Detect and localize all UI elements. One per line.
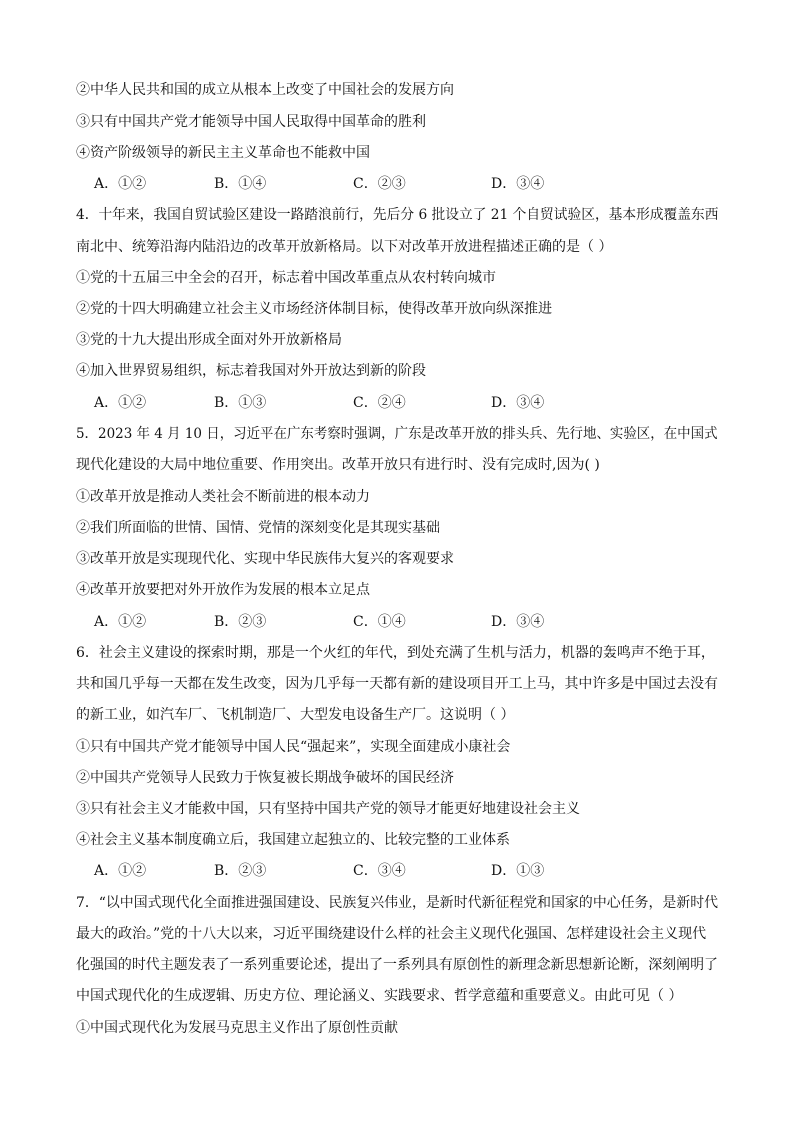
q4-option-b[interactable]: B．①③ [214,395,267,411]
q5-statement-3: ③改革开放是实现现代化、实现中华民族伟大复兴的客观要求 [76,551,454,567]
q5-option-c[interactable]: C．①④ [353,614,406,630]
q6-statement-3: ③只有社会主义才能救中国，只有坚持中国共产党的领导才能更好地建设社会主义 [76,801,580,817]
q6-statement-4: ④社会主义基本制度确立后，我国建立起独立的、比较完整的工业体系 [76,832,510,848]
q7-stem-line-4: 中国式现代化的生成逻辑、历史方位、理论涵义、实践要求、哲学意蕴和重要意义。由此可见（ ） [76,988,683,1004]
q5-statement-2: ②我们所面临的世情、国情、党情的深刻变化是其现实基础 [76,520,440,536]
q6-option-a[interactable]: A．①② [94,863,147,879]
q3-option-c[interactable]: C．②③ [353,176,406,192]
q3-statement-4: ④资产阶级领导的新民主主义革命也不能救中国 [76,145,370,161]
q4-statement-3: ③党的十九大提出形成全面对外开放新格局 [76,332,342,348]
q4-option-a[interactable]: A．①② [94,395,147,411]
q7-stem-line-3: 化强国的时代主题发表了一系列重要论述，提出了一系列具有原创性的新理念新思想新论断，深刻阐明了 [76,957,719,973]
q4-stem-line-1: 4．十年来，我国自贸试验区建设一路踏浪前行，先后分 6 批设立了 21 个自贸试验区，基本形成覆盖东西 [76,207,719,223]
q6-statement-1: ①只有中国共产党才能领导中国人民“强起来”，实现全面建成小康社会 [76,739,511,755]
q5-stem-line-1: 5．2023 年 4 月 10 日，习近平在广东考察时强调，广东是改革开放的排头兵、先行地、实验区，在中国式 [76,426,718,442]
q3-statement-2: ②中华人民共和国的成立从根本上改变了中国社会的发展方向 [76,82,454,98]
q5-statement-4: ④改革开放要把对外开放作为发展的根本立足点 [76,582,370,598]
q4-stem-line-2: 南北中、统筹沿海内陆沿边的改革开放新格局。以下对改革开放进程描述正确的是（ ） [76,239,613,255]
q5-option-b[interactable]: B．②③ [214,614,267,630]
q6-option-b[interactable]: B．②③ [214,863,267,879]
q5-stem-line-2: 现代化建设的大局中地位重要、作用突出。改革开放只有进行时、没有完成时,因为( ) [76,457,600,473]
q6-option-c[interactable]: C．③④ [353,863,406,879]
q3-option-d[interactable]: D．③④ [491,176,545,192]
q6-stem-line-1: 6．社会主义建设的探索时期，那是一个火红的年代，到处充满了生机与活力，机器的轰鸣声不绝于耳， [76,645,715,661]
q3-option-b[interactable]: B．①④ [214,176,267,192]
q3-statement-3: ③只有中国共产党才能领导中国人民取得中国革命的胜利 [76,114,426,130]
q4-statement-4: ④加入世界贸易组织，标志着我国对外开放达到新的阶段 [76,363,426,379]
q3-option-a[interactable]: A．①② [94,176,147,192]
q4-option-d[interactable]: D．③④ [491,395,545,411]
q4-option-c[interactable]: C．②④ [353,395,406,411]
q5-option-d[interactable]: D．③④ [491,614,545,630]
q5-option-a[interactable]: A．①② [94,614,147,630]
q7-statement-1: ①中国式现代化为发展马克思主义作出了原创性贡献 [76,1020,398,1036]
q4-statement-2: ②党的十四大明确建立社会主义市场经济体制目标，使得改革开放向纵深推进 [76,301,552,317]
q6-stem-line-3: 的新工业，如汽车厂、飞机制造厂、大型发电设备生产厂。这说明（ ） [76,707,515,723]
q7-stem-line-2: 最大的政治。”党的十八大以来，习近平围绕建设什么样的社会主义现代化强国、怎样建设社会主义现代 [76,926,707,942]
q4-statement-1: ①党的十五届三中全会的召开，标志着中国改革重点从农村转向城市 [76,270,496,286]
q5-statement-1: ①改革开放是推动人类社会不断前进的根本动力 [76,489,370,505]
q6-statement-2: ②中国共产党领导人民致力于恢复被长期战争破坏的国民经济 [76,770,454,786]
q6-option-d[interactable]: D．①③ [491,863,545,879]
q6-stem-line-2: 共和国几乎每一天都在发生改变，因为几乎每一天都有新的建设项目开工上马，其中许多是中国过去没有 [76,676,719,692]
q7-stem-line-1: 7．“以中国式现代化全面推进强国建设、民族复兴伟业，是新时代新征程党和国家的中心任务，是新时代 [76,895,719,911]
